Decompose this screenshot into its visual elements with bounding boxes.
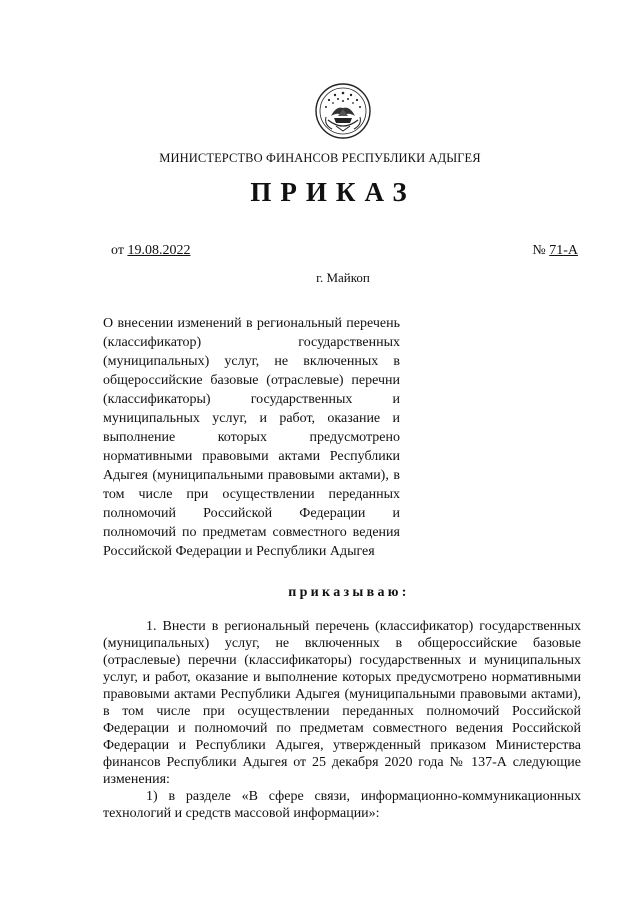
paragraph-1-1: 1) в разделе «В сфере связи, информационно-коммуникационных технологий и средств массовой информации»: (103, 789, 581, 821)
number-value: 71-А (549, 243, 578, 258)
order-body (103, 618, 581, 822)
order-directive: приказываю: (288, 585, 410, 600)
city: г. Майкоп (316, 270, 370, 285)
paragraph-1: 1. Внести в региональный перечень (классификатор) государственных (муниципальных) услуг, не включенных в общероссийские базовые (отраслевые) перечни (классификаторы) государственных и муниципальных услуг, и работ, оказание и выполнение которых предусмотрено нормативными правовыми актами Республики Адыгея (муниципальными правовыми актами), в том числе при осуществлении переданных полномочий Российской Федерации и полномочий по предметам совместного ведения Российской Федерации и Республики Адыгея, утвержденный приказом Министерства финансов Республики Адыгея от 25 декабря 2020 года № 137-А следующие изменения: (103, 619, 581, 787)
ministry-name: МИНИСТЕРСТВО ФИНАНСОВ РЕСПУБЛИКИ АДЫГЕЯ (159, 151, 481, 165)
order-date (111, 243, 190, 259)
coat-of-arms-icon (314, 82, 372, 142)
document-title: ПРИКАЗ (250, 177, 416, 207)
order-number (532, 243, 578, 259)
number-prefix: № (532, 243, 546, 258)
date-value: 19.08.2022 (127, 243, 191, 258)
order-subject: О внесении изменений в региональный перечень (классификатор) государственных (муниципальных) услуг, не включенных в общероссийские базовые (отраслевые) перечни (классификаторы) государственных и муниципальных услуг, и работ, оказание и выполнение которых предусмотрено нормативными правовыми актами Республики Адыгея (муниципальными правовыми актами), в том числе при осуществлении переданных полномочий Российской Федерации и полномочий по предметам совместного ведения Российской Федерации и Республики Адыгея (103, 316, 400, 559)
date-prefix: от (111, 243, 124, 258)
